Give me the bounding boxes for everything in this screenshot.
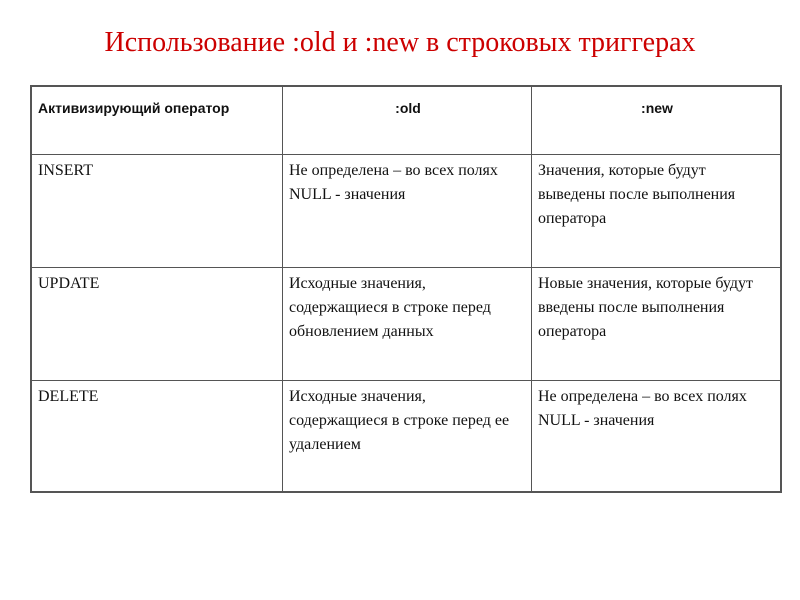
cell-old: Исходные значения, содержащиеся в строке перед ее удалением [283, 381, 532, 492]
cell-operator: INSERT [32, 155, 283, 268]
slide-title: Использование :old и :new в строковых триггерах [104, 27, 696, 58]
table-row-insert [32, 155, 781, 268]
table-header-row [32, 87, 781, 155]
header-new: :new [532, 87, 781, 155]
cell-new: Новые значения, которые будут введены после выполнения оператора [532, 268, 781, 381]
cell-new: Не определена – во всех полях NULL - значения [532, 381, 781, 492]
table-row-delete [32, 381, 781, 492]
header-operator: Активизирующий оператор [32, 87, 283, 155]
cell-old: Исходные значения, содержащиеся в строке перед обновлением данных [283, 268, 532, 381]
header-old: :old [283, 87, 532, 155]
table-row-update [32, 268, 781, 381]
trigger-table [31, 86, 781, 492]
cell-operator: UPDATE [32, 268, 283, 381]
cell-old: Не определена – во всех полях NULL - значения [283, 155, 532, 268]
cell-new: Значения, которые будут выведены после выполнения оператора [532, 155, 781, 268]
cell-operator: DELETE [32, 381, 283, 492]
